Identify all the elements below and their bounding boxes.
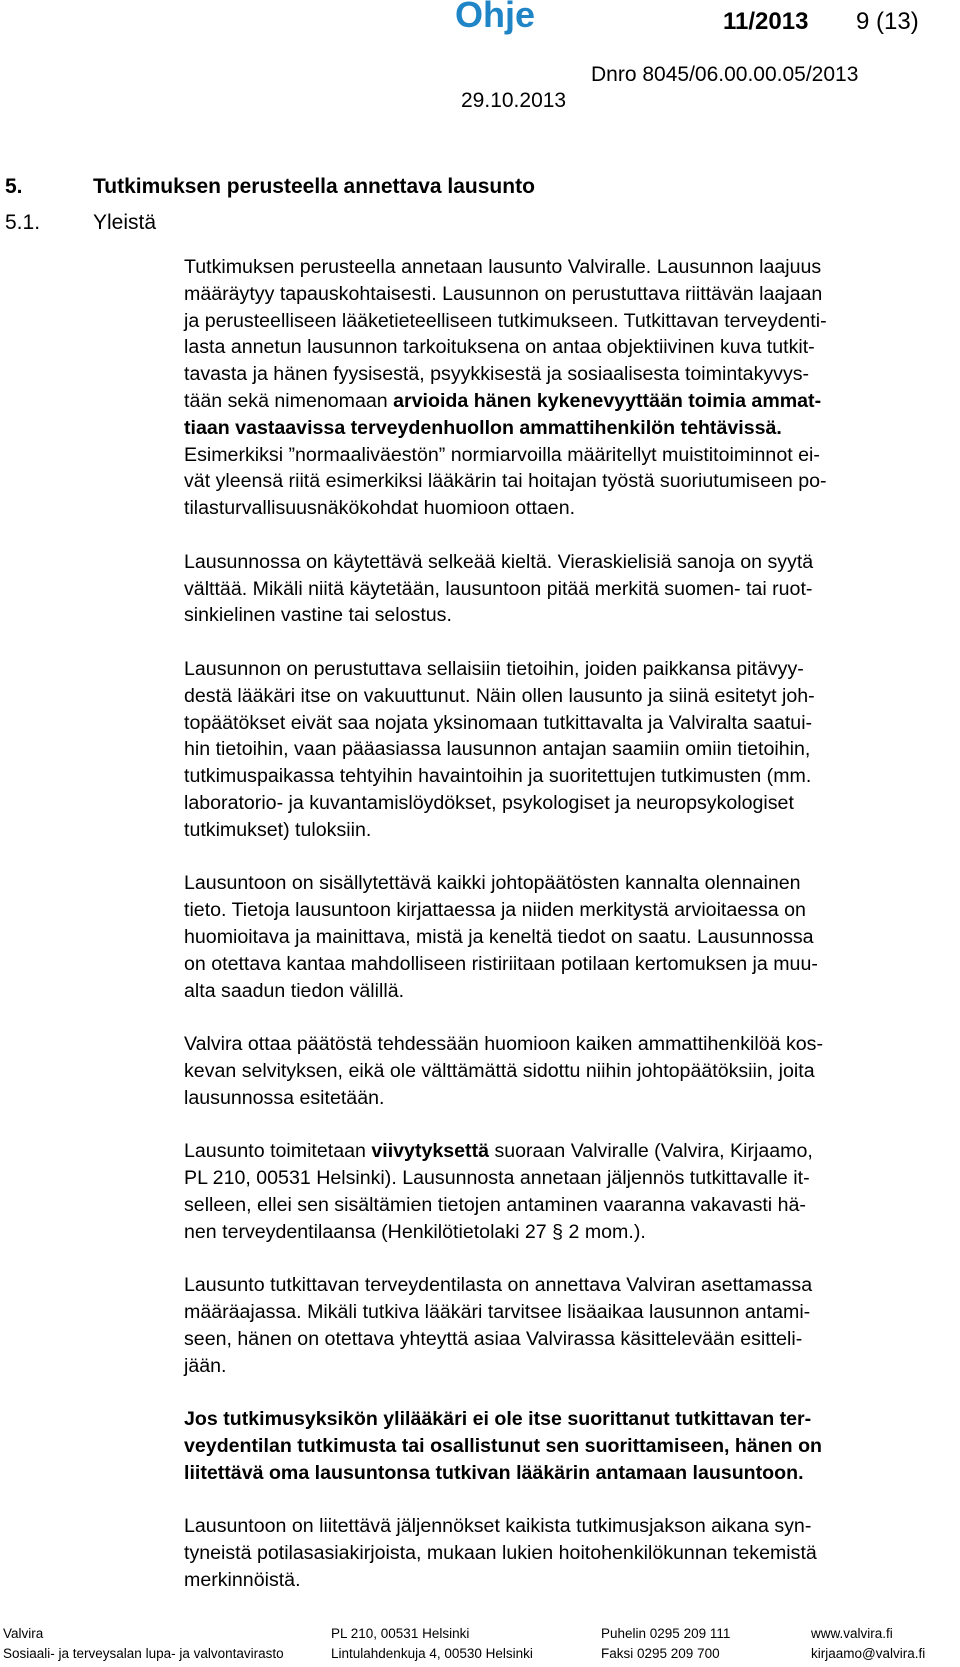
section-number: 5.: [5, 175, 23, 198]
text-line: Lausunto tutkittavan terveydentilasta on annettava Valviran asettamassa: [184, 1274, 813, 1297]
paragraph-spacer: [184, 629, 944, 656]
paragraph-spacer: [184, 1379, 944, 1406]
text-line: tutkimuspaikassa tehtyihin havaintoihin ja suoritettujen tutkimusten (mm.: [184, 765, 812, 788]
emphasized-text: viivytyksettä: [371, 1140, 489, 1163]
text-line: määräajassa. Mikäli tutkiva lääkäri tarvitsee lisäaikaa lausunnon antami-: [184, 1301, 811, 1324]
paragraph-spacer: [184, 1487, 944, 1514]
text-line: vät yleensä riitä esimerkiksi lääkärin tai hoitajan työstä suoriutumiseen po-: [184, 470, 827, 493]
registry-number: Dnro 8045/06.00.00.05/2013: [591, 63, 859, 86]
paragraph: [184, 549, 944, 629]
text-line: kevan selvityksen, eikä ole välttämättä sidottu niihin johtopäätöksiin, joita: [184, 1059, 815, 1082]
text-line: lasta annetun lausunnon tarkoituksena on antaa objektiivinen kuva tutkit-: [184, 336, 815, 359]
document-type-title: Ohje: [455, 0, 536, 35]
text-line: liitettävä oma lausuntonsa tutkivan lääkärin antamaan lausuntoon.: [184, 1461, 804, 1484]
text-line: seen, hänen on otettava yhteyttä asiaa Valvirassa käsittelevään esitteli-: [184, 1327, 803, 1350]
text-line: Tutkimuksen perusteella annetaan lausunto Valviralle. Lausunnon laajuus: [184, 256, 822, 278]
text-line: välttää. Mikäli niitä käytetään, lausuntoon pitää merkitä suomen- tai ruot-: [184, 577, 813, 600]
paragraph: [184, 254, 944, 522]
footer-street-address: Lintulahdenkuja 4, 00530 Helsinki: [331, 1646, 533, 1661]
text-line: hin tietoihin, vaan pääasiassa lausunnon antajan saamiin omiin tietoihin,: [184, 738, 811, 761]
text-line: tieto. Tietoja lausuntoon kirjattaessa ja niiden merkitystä arvioitaessa on: [184, 899, 806, 922]
footer-fax: Faksi 0295 209 700: [601, 1646, 720, 1661]
text-line: [184, 415, 944, 442]
subsection-number: 5.1.: [5, 211, 41, 234]
section-heading: Tutkimuksen perusteella annettava lausunto: [93, 175, 535, 198]
footer-email-link[interactable]: kirjaamo@valvira.fi: [811, 1646, 926, 1661]
text-line: tutkimukset) tuloksiin.: [184, 818, 372, 841]
page-footer: [0, 1624, 960, 1664]
text-line: topäätökset eivät saa nojata yksinomaan tutkittavalta ja Valviralta saatui-: [184, 711, 813, 734]
footer-website-link[interactable]: www.valvira.fi: [811, 1626, 893, 1641]
paragraph: [184, 1406, 944, 1486]
text-line: Lausunnossa on käytettävä selkeää kieltä. Vieraskielisiä sanoja on syytä: [184, 550, 814, 573]
paragraph: [184, 870, 944, 1004]
text-line: Lausuntoon on sisällytettävä kaikki johtopäätösten kannalta olennainen: [184, 872, 801, 895]
text-line: lausunnossa esitetään.: [184, 1086, 385, 1109]
text-line: PL 210, 00531 Helsinki). Lausunnosta annetaan jäljennös tutkittavalle it-: [184, 1167, 810, 1190]
paragraph: [184, 1138, 944, 1245]
text-line: ja perusteelliseen lääketieteelliseen tutkimukseen. Tutkittavan terveydenti-: [184, 309, 827, 332]
emphasized-text: tiaan vastaavissa terveydenhuollon ammattihenkilön tehtävissä.: [184, 416, 782, 439]
text-line: määräytyy tapauskohtaisesti. Lausunnon on perustuttava riittävän laajaan: [184, 282, 823, 305]
text-line: Lausunto toimitetaan viivytyksettä suoraan Valviralle (Valvira, Kirjaamo,: [184, 1140, 813, 1163]
subsection-heading: Yleistä: [93, 211, 157, 234]
paragraph-spacer: [184, 1245, 944, 1272]
text-line: huomioitava ja mainittava, mistä ja keneltä tiedot on saatu. Lausunnossa: [184, 925, 814, 948]
text-line: sinkielinen vastine tai selostus.: [184, 604, 452, 627]
paragraph-spacer: [184, 522, 944, 549]
paragraph: [184, 1513, 944, 1593]
footer-postal-address: PL 210, 00531 Helsinki: [331, 1626, 470, 1641]
document-number: 11/2013: [723, 8, 809, 35]
text-line: Jos tutkimusyksikön ylilääkäri ei ole itse suorittanut tutkittavan ter-: [184, 1408, 812, 1431]
text-line: tavasta ja hänen fyysisestä, psyykkisestä ja sosiaalisesta toimintakyvys-: [184, 363, 810, 386]
text-line: jään.: [184, 1354, 227, 1377]
footer-org-full-name: Sosiaali- ja terveysalan lupa- ja valvontavirasto: [3, 1646, 284, 1661]
text-line: Lausuntoon on liitettävä jäljennökset kaikista tutkimusjakson aikana syn-: [184, 1515, 812, 1538]
paragraph-spacer: [184, 844, 944, 871]
text-line: Lausunnon on perustuttava sellaisiin tietoihin, joiden paikkansa pitävyy-: [184, 657, 804, 680]
text-line: tään sekä nimenomaan arvioida hänen kykenevyyttään toimia ammat-: [184, 389, 822, 412]
paragraph: [184, 1031, 944, 1111]
emphasized-text: arvioida hänen kykenevyyttään toimia ammat-: [393, 389, 822, 412]
body-text: [184, 254, 944, 1594]
text-line: veydentilan tutkimusta tai osallistunut sen suorittamiseen, hänen on: [184, 1435, 823, 1458]
paragraph-spacer: [184, 1112, 944, 1139]
text-line: nen terveydentilaansa (Henkilötietolaki 27 § 2 mom.).: [184, 1220, 646, 1243]
text-line: tyneistä potilasasiakirjoista, mukaan lukien hoitohenkilökunnan tekemistä: [184, 1542, 817, 1565]
text-line: merkinnöistä.: [184, 1569, 301, 1592]
paragraph: [184, 656, 944, 844]
page-number: 9 (13): [856, 8, 919, 35]
text-line: destä lääkäri itse on vakuuttunut. Näin ollen lausunto ja siinä esitetyt joh-: [184, 684, 815, 707]
text-line: on otettava kantaa mahdolliseen ristiriitaan potilaan kertomuksen ja muu-: [184, 952, 818, 975]
document-date: 29.10.2013: [461, 89, 567, 112]
text-line: selleen, ellei sen sisältämien tietojen antaminen vaaranna vakavasti hä-: [184, 1193, 806, 1216]
footer-org-name: Valvira: [3, 1626, 44, 1641]
text-line: tilasturvallisuusnäkökohdat huomioon ottaen.: [184, 497, 576, 520]
paragraph-spacer: [184, 1004, 944, 1031]
footer-phone: Puhelin 0295 209 111: [601, 1626, 731, 1641]
text-line: laboratorio- ja kuvantamislöydökset, psykologiset ja neuropsykologiset: [184, 791, 794, 814]
text-line: alta saadun tiedon välillä.: [184, 979, 405, 1002]
text-line: Valvira ottaa päätöstä tehdessään huomioon kaiken ammattihenkilöä kos-: [184, 1033, 823, 1056]
text-line: Esimerkiksi ”normaaliväestön” normiarvoilla määritellyt muistitoiminnot ei-: [184, 443, 820, 466]
paragraph: [184, 1272, 944, 1379]
